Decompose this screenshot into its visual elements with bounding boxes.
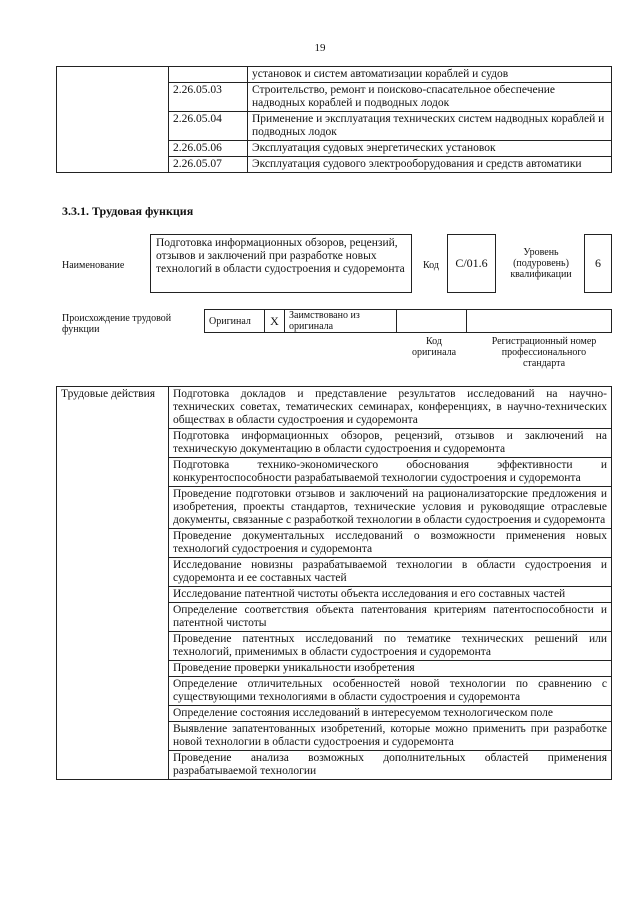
origin-code-cell: [397, 310, 467, 332]
code-description-cell: Эксплуатация судовых энергетических установок: [248, 141, 612, 157]
codes-row: [57, 141, 612, 157]
origin-label: Происхождение трудовой функции: [62, 313, 172, 335]
code-description-cell: Эксплуатация судового электрооборудования и средств автоматики: [248, 157, 612, 173]
section-title: 3.3.1. Трудовая функция: [62, 204, 194, 218]
action-item: Определение отличительных особенностей новой технологии по сравнению с существующими технологиями в области судостроения и судоремонта: [169, 677, 612, 706]
action-item: Исследование новизны разрабатываемой технологии в области судостроения и судоремонта и ее составных частей: [169, 558, 612, 587]
code-cell: 2.26.05.07: [169, 157, 248, 173]
action-item: Определение соответствия объекта патентования критериям патентоспособности и патентной чистоты: [169, 603, 612, 632]
action-item: Подготовка докладов и представление результатов исследований на научно-технических советах, тематических семинарах, конференциях, в научно-технических обществах в области судостроения и судоремонта: [169, 387, 612, 429]
action-item: Проведение анализа возможных дополнительных областей применения разрабатываемой технологии: [169, 751, 612, 780]
action-row: [57, 387, 612, 429]
code-label: Код: [423, 260, 439, 271]
action-item: Проведение подготовки отзывов и заключений на рационализаторские предложения и изобретения, проекты стандартов, технические условия и руководящие отраслевые документы, связанные с разработкой технологии в области судостроения и судоремонта: [169, 487, 612, 529]
action-item: Проведение документальных исследований о возможности применения новых технологий судостроения и судоремонта: [169, 529, 612, 558]
original-mark: X: [265, 310, 285, 332]
action-item: Проведение патентных исследований по тематике технических решений или технологий, применимых в области судостроения и судоремонта: [169, 632, 612, 661]
name-label: Наименование: [62, 260, 125, 271]
actions-header: Трудовые действия: [57, 387, 169, 780]
action-item: Определение состояния исследований в интересуемом технологическом поле: [169, 706, 612, 722]
codes-empty-cell: [57, 157, 169, 173]
original-label: Оригинал: [205, 310, 265, 332]
level-box: 6: [584, 234, 612, 293]
registration-number-caption: Регистрационный номер профессионального стандарта: [491, 336, 597, 369]
codes-empty-cell: [57, 112, 169, 141]
action-item: Проведение проверки уникальности изобретения: [169, 661, 612, 677]
codes-row: [57, 67, 612, 83]
action-item: Выявление запатентованных изобретений, которые можно применить при разработке новой технологии в области судостроения и судоремонта: [169, 722, 612, 751]
codes-row: [57, 157, 612, 173]
code-description-cell: Применение и эксплуатация технических систем надводных кораблей и подводных лодок: [248, 112, 612, 141]
codes-row: [57, 83, 612, 112]
code-cell: [169, 67, 248, 83]
code-original-caption: Код оригинала: [411, 336, 457, 358]
code-description-cell: установок и систем автоматизации кораблей и судов: [248, 67, 612, 83]
action-item: Подготовка информационных обзоров, рецензий, отзывов и заключений на техническую документацию в области судостроения и судоремонта: [169, 429, 612, 458]
action-item: Подготовка технико-экономического обоснования эффективности и конкурентоспособности разрабатываемой технологии судостроения и судоремонта: [169, 458, 612, 487]
code-description-cell: Строительство, ремонт и поисково-спасательное обеспечение надводных кораблей и подводных лодок: [248, 83, 612, 112]
actions-table: [56, 386, 612, 780]
level-label: Уровень (подуровень) квалификации: [510, 247, 572, 280]
action-item: Исследование патентной чистоты объекта исследования и его составных частей: [169, 587, 612, 603]
codes-empty-cell: [57, 141, 169, 157]
code-cell: 2.26.05.04: [169, 112, 248, 141]
page-number: 19: [314, 42, 326, 54]
origin-row: [204, 309, 612, 333]
function-code-box: С/01.6: [447, 234, 496, 293]
code-cell: 2.26.05.03: [169, 83, 248, 112]
function-name-box: Подготовка информационных обзоров, рецензий, отзывов и заключений при разработке новых технологий в области судостроения и судоремонта: [150, 234, 412, 293]
borrowed-label: Заимствовано из оригинала: [285, 310, 397, 332]
codes-empty-cell: [57, 83, 169, 112]
code-cell: 2.26.05.06: [169, 141, 248, 157]
codes-row: [57, 112, 612, 141]
codes-empty-cell: [57, 67, 169, 83]
codes-table: [56, 66, 612, 173]
registration-number-cell: [467, 310, 611, 332]
